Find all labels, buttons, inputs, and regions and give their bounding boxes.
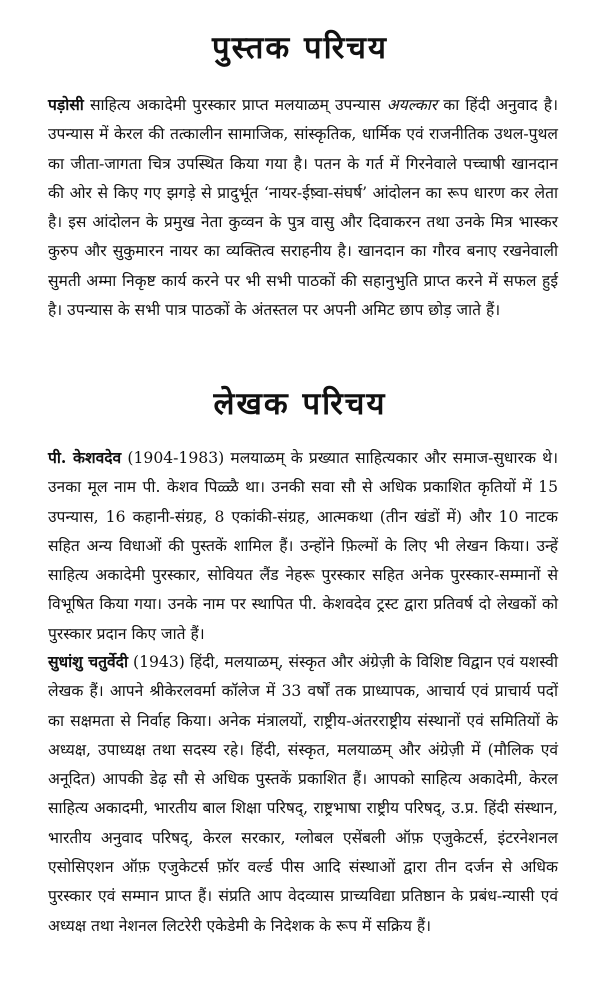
author1-paragraph: [48, 443, 558, 649]
author2-bio: (1943) हिंदी, मलयाळम्, संस्कृत और अंग्रेज़ी के विशिष्ट विद्वान एवं यशस्वी लेखक हैं। आपने श्रीकेरलवर्मा कॉलेज में 33 वर्षों तक प्राध्यापक, आचार्य एवं प्राचार्य पदों का सक्षमता से निर्वाह किया। अनेक मंत्रालयों, राष्ट्रीय-अंतरराष्ट्रीय संस्थानों एवं समितियों के अध्यक्ष, उपाध्यक्ष तथा सदस्य रहे। हिंदी, संस्कृत, मलयाळम् और अंग्रेज़ी में (मौलिक एवं अनूदित) आपकी डेढ़ सौ से अधिक पुस्तकें प्रकाशित हैं। आपको साहित्य अकादेमी, केरल साहित्य अकादमी, भारतीय बाल शिक्षा परिषद्, राष्ट्रभाषा राष्ट्रीय परिषद्, उ.प्र. हिंदी संस्थान, भारतीय अनुवाद परिषद्, केरल सरकार, ग्लोबल एसेंबली ऑफ़ एजुकेटर्स, इंटरनेशनल एसोसिएशन ऑफ़ एजुकेटर्स फ़ॉर वर्ल्ड पीस आदि संस्थाओं द्वारा तीन दर्जन से अधिक पुरस्कार एवं सम्मान प्राप्त हैं। संप्रति आप वेदव्यास प्राच्यविद्या प्रतिष्ठान के प्रबंध-न्यासी एवं अध्यक्ष तथा नेशनल लिटरेरी एकेडेमी के निदेशक के रूप में सक्रिय हैं।: [48, 653, 558, 935]
author2-name: सुधांशु चतुर्वेदी: [48, 652, 129, 671]
author1-name: पी. केशवदेव: [48, 448, 122, 467]
book-intro-text-a: साहित्य अकादेमी पुरस्कार प्राप्त मलयाळम् उपन्यास: [83, 96, 387, 114]
author2-paragraph: [48, 647, 558, 941]
book-intro-paragraph: [48, 90, 558, 325]
author-intro-heading: लेखक परिचय: [213, 386, 387, 422]
book-intro-heading: पुस्तक परिचय: [212, 30, 388, 66]
original-title: अयल्कार: [386, 96, 438, 114]
author1-bio: (1904-1983) मलयाळम् के प्रख्यात साहित्यकार और समाज-सुधारक थे। उनका मूल नाम पी. केशव पिळ्ळै था। उनकी सवा सौ से अधिक प्रकाशित कृतियों में 15 उपन्यास, 16 कहानी-संग्रह, 8 एकांकी-संग्रह, आत्मकथा (तीन खंडों में) और 10 नाटक सहित अन्य विधाओं की पुस्तकें शामिल हैं। उन्होंने फ़िल्मों के लिए भी लेखन किया। उन्हें साहित्य अकादेमी पुरस्कार, सोवियत लैंड नेहरू पुरस्कार सहित अनेक पुरस्कार-सम्मानों से विभूषित किया गया। उनके नाम पर स्थापित पी. केशवदेव ट्रस्ट द्वारा प्रतिवर्ष दो लेखकों को पुरस्कार प्रदान किए जाते हैं।: [48, 449, 558, 643]
book-intro-text-b: का हिंदी अनुवाद है। उपन्यास में केरल की तत्कालीन सामाजिक, सांस्कृतिक, धार्मिक एवं राजनीतिक उथल-पुथल का जीता-जागता चित्र उपस्थित किया गया है। पतन के गर्त में गिरनेवाले पच्चाषी खानदान की ओर से किए गए झगड़े से प्रादुर्भूत ‘नायर-ईष़्वा-संघर्ष’ आंदोलन का रूप धारण कर लेता है। इस आंदोलन के प्रमुख नेता कुव्वन के पुत्र वासु और दिवाकरन तथा उनके मित्र भास्कर कुरुप और सुकुमारन नायर का व्यक्तित्व सराहनीय है। खानदान का गौरव बनाए रखनेवाली सुमती अम्मा निकृष्ट कार्य करने पर भी सभी पाठकों की सहानुभुति प्राप्त करने में सफल हुई है। उपन्यास के सभी पात्र पाठकों के अंतस्तल पर अपनी अमिट छाप छोड़ जाते हैं।: [48, 96, 558, 320]
book-title-lead: पड़ोसी: [48, 95, 84, 114]
